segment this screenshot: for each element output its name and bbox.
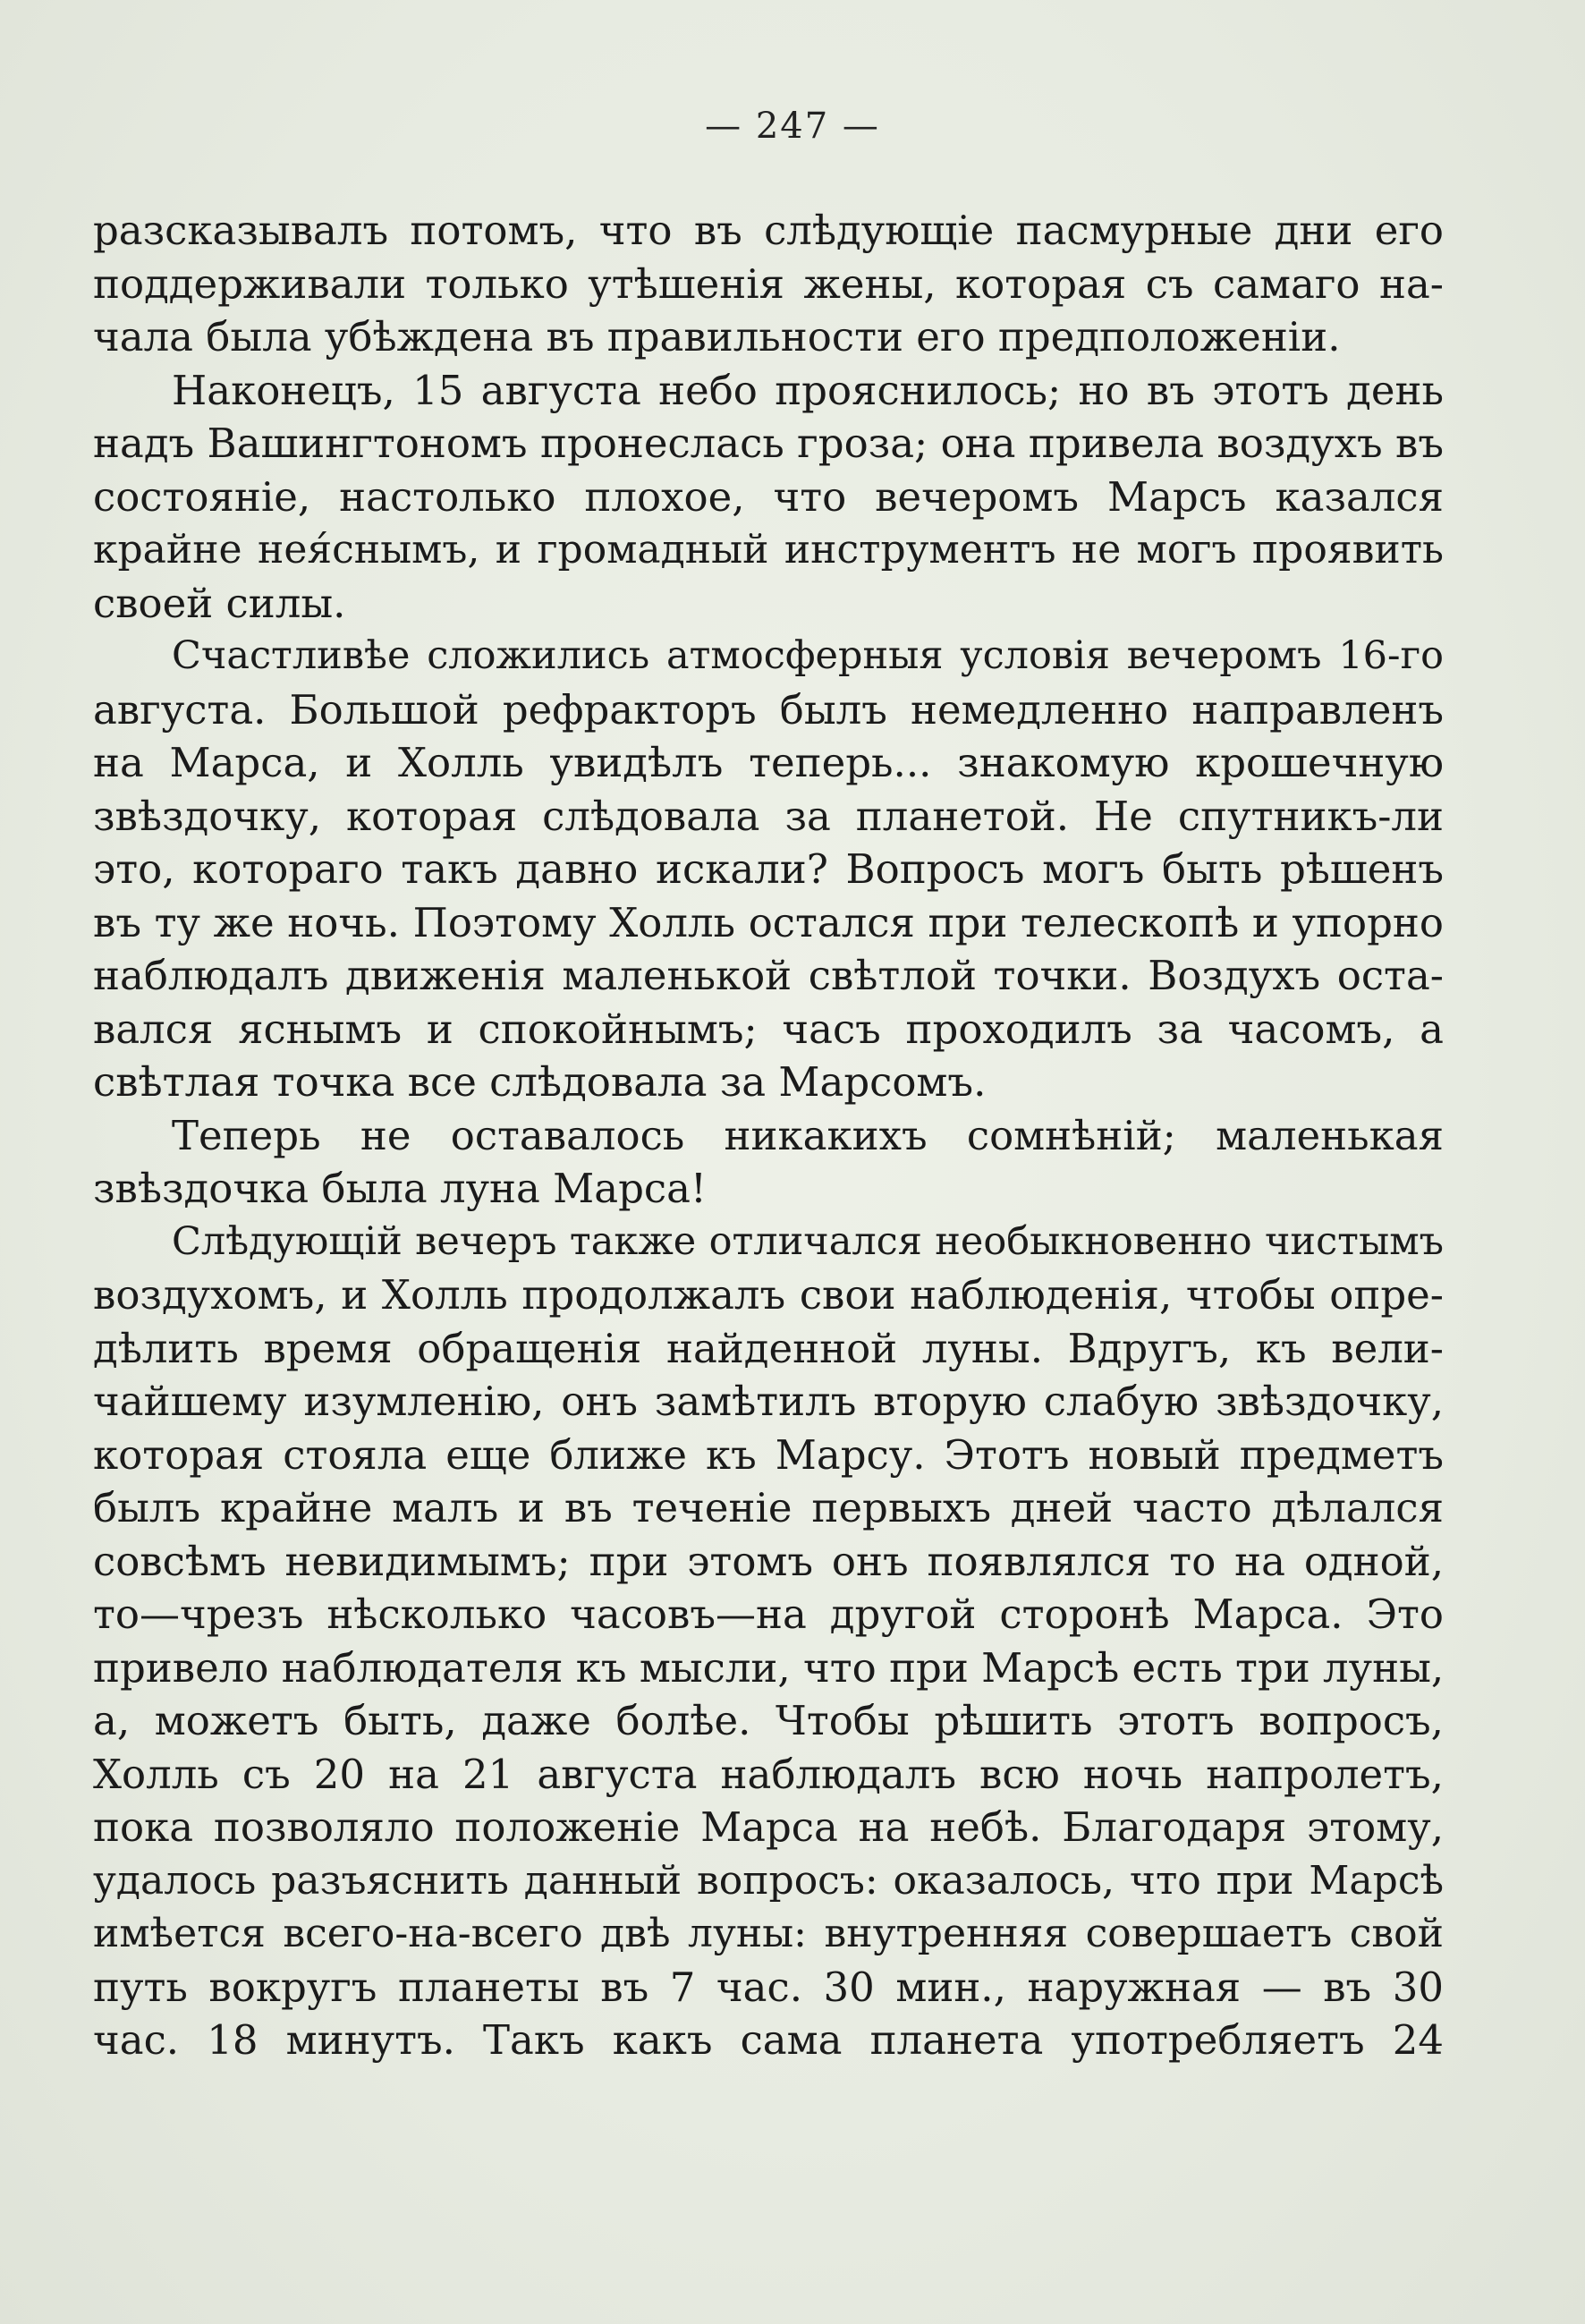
- text-line: надъ Вашингтономъ пронеслась гроза; она привела воздухъ въ: [93, 420, 1444, 467]
- text-line: Счастливѣе сложились атмосферныя условія вечеромъ 16-го: [172, 633, 1444, 678]
- text-line: своей силы.: [93, 579, 346, 627]
- text-line: чайшему изумленію, онъ замѣтилъ вторую слабую звѣздочку,: [93, 1378, 1444, 1425]
- text-line: то—чрезъ нѣсколько часовъ—на другой сторонѣ Марса. Это: [93, 1590, 1444, 1638]
- text-line: былъ крайне малъ и въ теченіе первыхъ дней часто дѣлался: [93, 1484, 1444, 1531]
- text-line: которая стояла еще ближе къ Марсу. Этотъ новый предметъ: [93, 1430, 1444, 1479]
- text-line: совсѣмъ невидимымъ; при этомъ онъ появлялся то на одной,: [93, 1537, 1444, 1585]
- text-line: поддерживали только утѣшенія жены, которая съ самаго на-: [93, 259, 1444, 308]
- text-line: Наконецъ, 15 августа небо прояснилось; но въ этотъ день: [172, 366, 1444, 414]
- page-number: — 247 —: [705, 106, 880, 147]
- text-line: Теперь не оставалось никакихъ сомнѣній; маленькая: [172, 1111, 1444, 1159]
- body-text: [93, 204, 1444, 2067]
- text-line: чала была убѣждена въ правильности его предположеніи.: [93, 313, 1341, 360]
- text-line: Слѣдующій вечеръ также отличался необыкновенно чистымъ: [172, 1218, 1444, 1264]
- text-line: путь вокругъ планеты въ 7 час. 30 мин., наружная — въ 30: [93, 1963, 1444, 2011]
- text-line: это, котораго такъ давно искали? Вопросъ могъ быть рѣшенъ: [93, 845, 1444, 893]
- text-line: свѣтлая точка все слѣдовала за Марсомъ.: [93, 1058, 987, 1106]
- text-line: состояніе, настолько плохое, что вечеромъ Марсъ казался: [93, 472, 1444, 521]
- text-line: пока позволяло положеніе Марса на небѣ. Благодаря этому,: [93, 1803, 1444, 1851]
- text-line: вался яснымъ и спокойнымъ; часъ проходилъ за часомъ, а: [93, 1005, 1444, 1053]
- text-line: воздухомъ, и Холль продолжалъ свои наблюденія, чтобы опре-: [93, 1271, 1444, 1319]
- text-line: Холль съ 20 на 21 августа наблюдалъ всю ночь напролетъ,: [93, 1750, 1444, 1798]
- text-line: крайне нея́снымъ, и громадный инструментъ не могъ проявить: [93, 527, 1444, 573]
- text-line: на Марса, и Холль увидѣлъ теперь... знакомую крошечную: [93, 739, 1444, 786]
- text-line: разсказывалъ потомъ, что въ слѣдующіе пасмурные дни его: [93, 207, 1444, 254]
- text-line: удалось разъяснить данный вопросъ: оказалось, что при Марсѣ: [93, 1857, 1444, 1904]
- text-line: наблюдалъ движенія маленькой свѣтлой точки. Воздухъ оста-: [93, 952, 1444, 999]
- text-line: дѣлить время обращенія найденной луны. Вдругъ, къ вели-: [93, 1324, 1444, 1372]
- text-line: а, можетъ быть, даже болѣе. Чтобы рѣшить этотъ вопросъ,: [93, 1697, 1444, 1744]
- text-line: звѣздочка была луна Марса!: [93, 1165, 708, 1212]
- text-line: августа. Большой рефракторъ былъ немедленно направленъ: [93, 685, 1444, 734]
- text-line: привело наблюдателя къ мысли, что при Марсѣ есть три луны,: [93, 1643, 1445, 1692]
- text-line: имѣется всего-на-всего двѣ луны: внутренняя совершаетъ свой: [93, 1911, 1444, 1956]
- text-line: звѣздочку, которая слѣдовала за планетой. Не спутникъ-ли: [93, 792, 1444, 840]
- text-line: въ ту же ночь. Поэтому Холль остался при телескопѣ и упорно: [93, 898, 1444, 946]
- text-line: час. 18 минутъ. Такъ какъ сама планета употребляетъ 24: [93, 2016, 1444, 2064]
